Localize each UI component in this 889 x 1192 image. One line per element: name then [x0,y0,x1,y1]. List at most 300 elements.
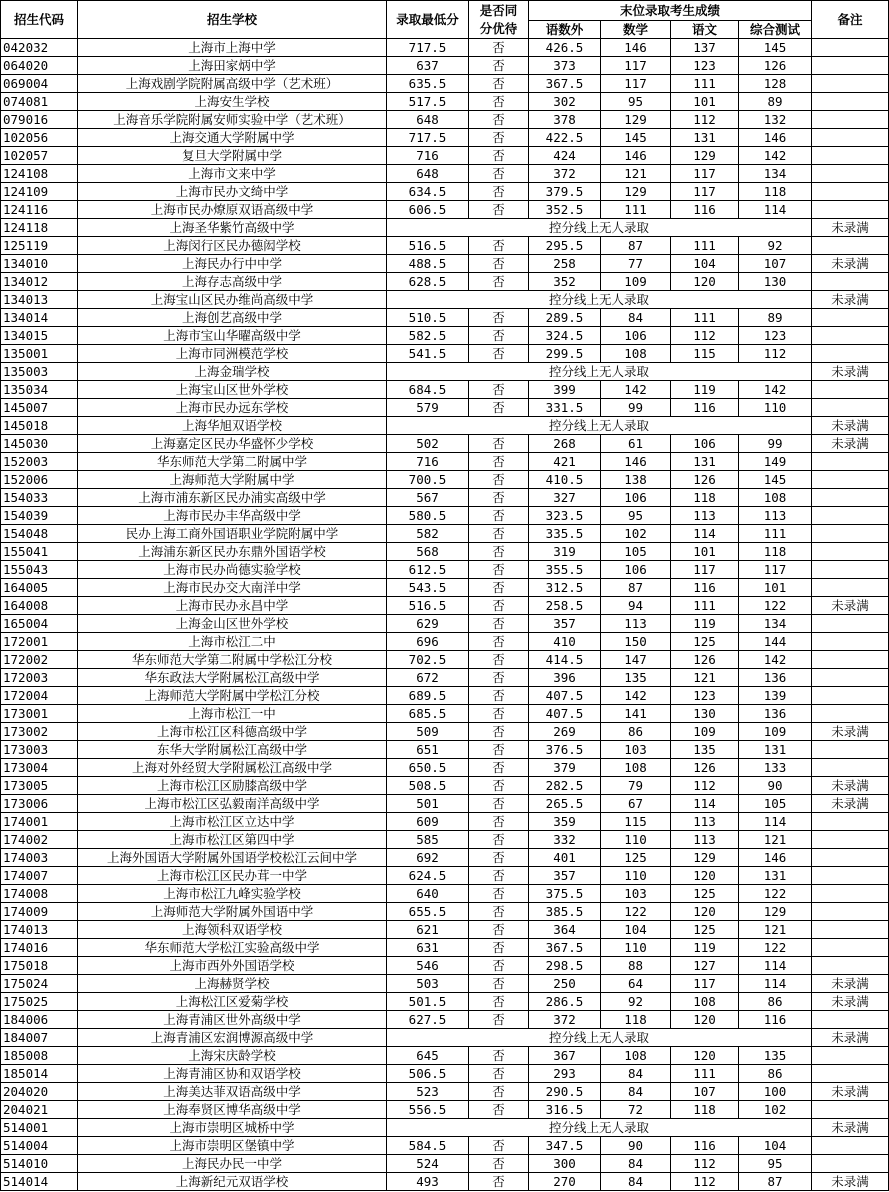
cell-comprehensive: 133 [739,759,812,777]
cell-code: 064020 [1,57,78,75]
cell-priority: 否 [469,255,529,273]
cell-total: 335.5 [529,525,601,543]
cell-math: 95 [601,93,671,111]
cell-school: 上海市上海中学 [78,39,387,57]
cell-comprehensive: 135 [739,1047,812,1065]
cell-min-score: 648 [387,165,469,183]
cell-chinese: 116 [671,201,739,219]
cell-chinese: 111 [671,75,739,93]
cell-chinese: 117 [671,561,739,579]
cell-note: 未录满 [812,417,889,435]
cell-priority: 否 [469,633,529,651]
cell-note [812,849,889,867]
cell-code: 514010 [1,1155,78,1173]
cell-note: 未录满 [812,1083,889,1101]
cell-school: 上海存志高级中学 [78,273,387,291]
cell-no-admission: 控分线上无人录取 [387,219,812,237]
cell-comprehensive: 123 [739,327,812,345]
cell-total: 319 [529,543,601,561]
cell-chinese: 131 [671,129,739,147]
cell-math: 146 [601,453,671,471]
cell-total: 385.5 [529,903,601,921]
table-row [1,777,889,795]
header-priority [469,1,529,39]
table-row [1,525,889,543]
cell-code: 164008 [1,597,78,615]
cell-code: 145007 [1,399,78,417]
cell-priority: 否 [469,1101,529,1119]
cell-priority: 否 [469,849,529,867]
cell-total: 357 [529,867,601,885]
cell-no-admission: 控分线上无人录取 [387,291,812,309]
cell-min-score: 650.5 [387,759,469,777]
cell-code: 173004 [1,759,78,777]
cell-math: 84 [601,309,671,327]
cell-priority: 否 [469,957,529,975]
cell-school: 上海宝山区民办维尚高级中学 [78,291,387,309]
cell-total: 316.5 [529,1101,601,1119]
header-school: 招生学校 [78,1,387,39]
cell-code: 135001 [1,345,78,363]
cell-note: 未录满 [812,597,889,615]
table-row [1,183,889,201]
cell-priority: 否 [469,165,529,183]
cell-total: 372 [529,165,601,183]
cell-total: 376.5 [529,741,601,759]
cell-chinese: 107 [671,1083,739,1101]
cell-chinese: 101 [671,93,739,111]
cell-math: 84 [601,1155,671,1173]
cell-priority: 否 [469,453,529,471]
cell-note [812,165,889,183]
cell-no-admission: 控分线上无人录取 [387,417,812,435]
cell-priority: 否 [469,867,529,885]
cell-min-score: 503 [387,975,469,993]
cell-school: 上海市松江区民办茸一中学 [78,867,387,885]
cell-chinese: 116 [671,579,739,597]
table-row [1,1101,889,1119]
cell-math: 135 [601,669,671,687]
cell-math: 108 [601,1047,671,1065]
header-sub-chinese: 语文 [671,21,739,39]
cell-school: 上海市民办燎原双语高级中学 [78,201,387,219]
cell-min-score: 685.5 [387,705,469,723]
cell-comprehensive: 131 [739,867,812,885]
cell-comprehensive: 101 [739,579,812,597]
cell-school: 上海市文来中学 [78,165,387,183]
cell-total: 290.5 [529,1083,601,1101]
cell-comprehensive: 146 [739,129,812,147]
cell-code: 155041 [1,543,78,561]
cell-comprehensive: 92 [739,237,812,255]
cell-priority: 否 [469,921,529,939]
table-row [1,741,889,759]
cell-math: 102 [601,525,671,543]
cell-min-score: 506.5 [387,1065,469,1083]
table-row [1,1047,889,1065]
cell-total: 407.5 [529,687,601,705]
cell-code: 102056 [1,129,78,147]
table-row [1,1083,889,1101]
cell-code: 135034 [1,381,78,399]
cell-total: 347.5 [529,1137,601,1155]
cell-math: 84 [601,1065,671,1083]
cell-note [812,705,889,723]
cell-math: 129 [601,111,671,129]
cell-code: 173006 [1,795,78,813]
cell-total: 401 [529,849,601,867]
cell-comprehensive: 116 [739,1011,812,1029]
cell-note [812,579,889,597]
cell-comprehensive: 145 [739,471,812,489]
cell-total: 367.5 [529,75,601,93]
cell-math: 87 [601,237,671,255]
cell-school: 上海奉贤区博华高级中学 [78,1101,387,1119]
cell-priority: 否 [469,1011,529,1029]
cell-note [812,201,889,219]
cell-chinese: 125 [671,633,739,651]
cell-school: 上海市松江二中 [78,633,387,651]
table-row [1,471,889,489]
cell-chinese: 130 [671,705,739,723]
cell-code: 174009 [1,903,78,921]
cell-min-score: 631 [387,939,469,957]
table-row [1,867,889,885]
cell-total: 410.5 [529,471,601,489]
cell-code: 174007 [1,867,78,885]
cell-math: 146 [601,147,671,165]
cell-comprehensive: 144 [739,633,812,651]
cell-school: 上海浦东新区民办东鼎外国语学校 [78,543,387,561]
table-row [1,597,889,615]
cell-min-score: 508.5 [387,777,469,795]
cell-code: 174001 [1,813,78,831]
cell-min-score: 609 [387,813,469,831]
cell-code: 125119 [1,237,78,255]
cell-priority: 否 [469,201,529,219]
table-row [1,1119,889,1137]
cell-min-score: 628.5 [387,273,469,291]
cell-math: 142 [601,381,671,399]
cell-min-score: 501.5 [387,993,469,1011]
header-sub-math: 数学 [601,21,671,39]
cell-code: 145018 [1,417,78,435]
cell-comprehensive: 142 [739,651,812,669]
cell-total: 298.5 [529,957,601,975]
table-row [1,399,889,417]
cell-priority: 否 [469,345,529,363]
cell-code: 204021 [1,1101,78,1119]
cell-comprehensive: 102 [739,1101,812,1119]
cell-code: 173003 [1,741,78,759]
cell-note: 未录满 [812,435,889,453]
header-last-group: 末位录取考生成绩 [529,1,812,21]
cell-chinese: 121 [671,669,739,687]
table-row [1,687,889,705]
cell-school: 上海市民办远东学校 [78,399,387,417]
cell-chinese: 117 [671,975,739,993]
cell-comprehensive: 111 [739,525,812,543]
cell-total: 352 [529,273,601,291]
cell-priority: 否 [469,273,529,291]
cell-total: 258.5 [529,597,601,615]
cell-math: 150 [601,633,671,651]
cell-code: 164005 [1,579,78,597]
cell-chinese: 101 [671,543,739,561]
cell-total: 355.5 [529,561,601,579]
cell-note [812,309,889,327]
cell-min-score: 634.5 [387,183,469,201]
cell-comprehensive: 122 [739,885,812,903]
cell-min-score: 684.5 [387,381,469,399]
cell-code: 175025 [1,993,78,1011]
cell-school: 华东师范大学第二附属中学松江分校 [78,651,387,669]
cell-note [812,867,889,885]
cell-note: 未录满 [812,291,889,309]
cell-school: 上海美达菲双语高级中学 [78,1083,387,1101]
cell-code: 514004 [1,1137,78,1155]
cell-priority: 否 [469,183,529,201]
cell-school: 上海青浦区世外高级中学 [78,1011,387,1029]
cell-school: 上海创艺高级中学 [78,309,387,327]
cell-math: 145 [601,129,671,147]
cell-school: 上海市民办尚德实验学校 [78,561,387,579]
cell-min-score: 717.5 [387,129,469,147]
cell-school: 上海市崇明区堡镇中学 [78,1137,387,1155]
cell-school: 上海宋庆龄学校 [78,1047,387,1065]
cell-note [812,183,889,201]
cell-code: 165004 [1,615,78,633]
table-row [1,93,889,111]
cell-min-score: 580.5 [387,507,469,525]
cell-total: 414.5 [529,651,601,669]
cell-comprehensive: 118 [739,183,812,201]
cell-priority: 否 [469,795,529,813]
cell-school: 上海交通大学附属中学 [78,129,387,147]
cell-total: 359 [529,813,601,831]
cell-chinese: 126 [671,651,739,669]
cell-comprehensive: 136 [739,705,812,723]
cell-comprehensive: 146 [739,849,812,867]
cell-total: 375.5 [529,885,601,903]
cell-comprehensive: 126 [739,57,812,75]
cell-math: 111 [601,201,671,219]
table-row [1,651,889,669]
cell-min-score: 501 [387,795,469,813]
cell-priority: 否 [469,561,529,579]
cell-chinese: 116 [671,399,739,417]
cell-total: 293 [529,1065,601,1083]
cell-min-score: 524 [387,1155,469,1173]
cell-total: 331.5 [529,399,601,417]
table-row [1,831,889,849]
table-row [1,759,889,777]
table-row [1,417,889,435]
cell-min-score: 584.5 [387,1137,469,1155]
cell-math: 147 [601,651,671,669]
cell-chinese: 117 [671,165,739,183]
cell-priority: 否 [469,327,529,345]
cell-comprehensive: 90 [739,777,812,795]
cell-chinese: 114 [671,525,739,543]
cell-school: 上海田家炳中学 [78,57,387,75]
cell-total: 289.5 [529,309,601,327]
cell-note [812,57,889,75]
cell-total: 407.5 [529,705,601,723]
cell-min-score: 510.5 [387,309,469,327]
cell-school: 上海市松江区第四中学 [78,831,387,849]
cell-comprehensive: 149 [739,453,812,471]
cell-min-score: 516.5 [387,237,469,255]
cell-chinese: 112 [671,777,739,795]
cell-note: 未录满 [812,975,889,993]
table-row [1,1173,889,1191]
cell-chinese: 135 [671,741,739,759]
cell-chinese: 108 [671,993,739,1011]
cell-priority: 否 [469,993,529,1011]
cell-math: 106 [601,489,671,507]
cell-chinese: 119 [671,939,739,957]
cell-min-score: 582.5 [387,327,469,345]
cell-note [812,543,889,561]
cell-min-score: 700.5 [387,471,469,489]
table-row [1,381,889,399]
cell-chinese: 111 [671,1065,739,1083]
cell-total: 323.5 [529,507,601,525]
table-row [1,1065,889,1083]
cell-note: 未录满 [812,1029,889,1047]
cell-priority: 否 [469,615,529,633]
cell-comprehensive: 142 [739,381,812,399]
cell-school: 上海领科双语学校 [78,921,387,939]
cell-comprehensive: 110 [739,399,812,417]
cell-min-score: 702.5 [387,651,469,669]
cell-note [812,93,889,111]
cell-code: 134014 [1,309,78,327]
cell-school: 民办上海工商外国语职业学院附属中学 [78,525,387,543]
cell-math: 113 [601,615,671,633]
cell-min-score: 689.5 [387,687,469,705]
table-row [1,507,889,525]
cell-comprehensive: 95 [739,1155,812,1173]
cell-priority: 否 [469,669,529,687]
cell-note [812,885,889,903]
cell-total: 270 [529,1173,601,1191]
cell-school: 上海宝山区世外学校 [78,381,387,399]
cell-min-score: 651 [387,741,469,759]
cell-min-score: 541.5 [387,345,469,363]
cell-note: 未录满 [812,723,889,741]
cell-comprehensive: 108 [739,489,812,507]
cell-chinese: 129 [671,147,739,165]
cell-code: 134015 [1,327,78,345]
cell-total: 352.5 [529,201,601,219]
cell-school: 上海师范大学附属中学松江分校 [78,687,387,705]
cell-comprehensive: 89 [739,309,812,327]
cell-math: 87 [601,579,671,597]
cell-chinese: 123 [671,57,739,75]
cell-priority: 否 [469,651,529,669]
cell-note [812,345,889,363]
cell-comprehensive: 134 [739,165,812,183]
cell-school: 上海市同洲模范学校 [78,345,387,363]
cell-total: 282.5 [529,777,601,795]
cell-min-score: 579 [387,399,469,417]
cell-math: 104 [601,921,671,939]
cell-math: 110 [601,867,671,885]
cell-min-score: 692 [387,849,469,867]
cell-note: 未录满 [812,795,889,813]
table-row [1,327,889,345]
cell-school: 上海金山区世外学校 [78,615,387,633]
cell-comprehensive: 114 [739,201,812,219]
cell-comprehensive: 114 [739,975,812,993]
cell-code: 124109 [1,183,78,201]
cell-comprehensive: 86 [739,993,812,1011]
cell-chinese: 137 [671,39,739,57]
cell-chinese: 129 [671,849,739,867]
cell-priority: 否 [469,399,529,417]
cell-note [812,147,889,165]
cell-note [812,111,889,129]
cell-no-admission: 控分线上无人录取 [387,1029,812,1047]
cell-code: 514001 [1,1119,78,1137]
table-row [1,1029,889,1047]
cell-min-score: 585 [387,831,469,849]
cell-code: 172004 [1,687,78,705]
cell-min-score: 624.5 [387,867,469,885]
cell-note [812,813,889,831]
cell-priority: 否 [469,309,529,327]
cell-min-score: 612.5 [387,561,469,579]
table-row [1,885,889,903]
cell-code: 172002 [1,651,78,669]
table-row [1,309,889,327]
cell-min-score: 567 [387,489,469,507]
cell-priority: 否 [469,507,529,525]
cell-min-score: 516.5 [387,597,469,615]
table-row [1,75,889,93]
cell-comprehensive: 99 [739,435,812,453]
cell-min-score: 517.5 [387,93,469,111]
cell-math: 92 [601,993,671,1011]
header-sub-total: 语数外 [529,21,601,39]
cell-comprehensive: 131 [739,741,812,759]
cell-math: 79 [601,777,671,795]
cell-school: 上海青浦区协和双语学校 [78,1065,387,1083]
cell-code: 204020 [1,1083,78,1101]
cell-math: 84 [601,1173,671,1191]
cell-code: 042032 [1,39,78,57]
table-row [1,921,889,939]
cell-total: 379.5 [529,183,601,201]
cell-math: 90 [601,1137,671,1155]
cell-comprehensive: 107 [739,255,812,273]
cell-school: 上海戏剧学院附属高级中学（艺术班） [78,75,387,93]
cell-priority: 否 [469,435,529,453]
cell-math: 72 [601,1101,671,1119]
cell-comprehensive: 122 [739,939,812,957]
cell-chinese: 118 [671,489,739,507]
cell-code: 173002 [1,723,78,741]
cell-min-score: 645 [387,1047,469,1065]
cell-chinese: 113 [671,507,739,525]
cell-code: 172001 [1,633,78,651]
cell-chinese: 119 [671,381,739,399]
cell-note: 未录满 [812,1119,889,1137]
cell-min-score: 716 [387,147,469,165]
cell-note: 未录满 [812,1173,889,1191]
